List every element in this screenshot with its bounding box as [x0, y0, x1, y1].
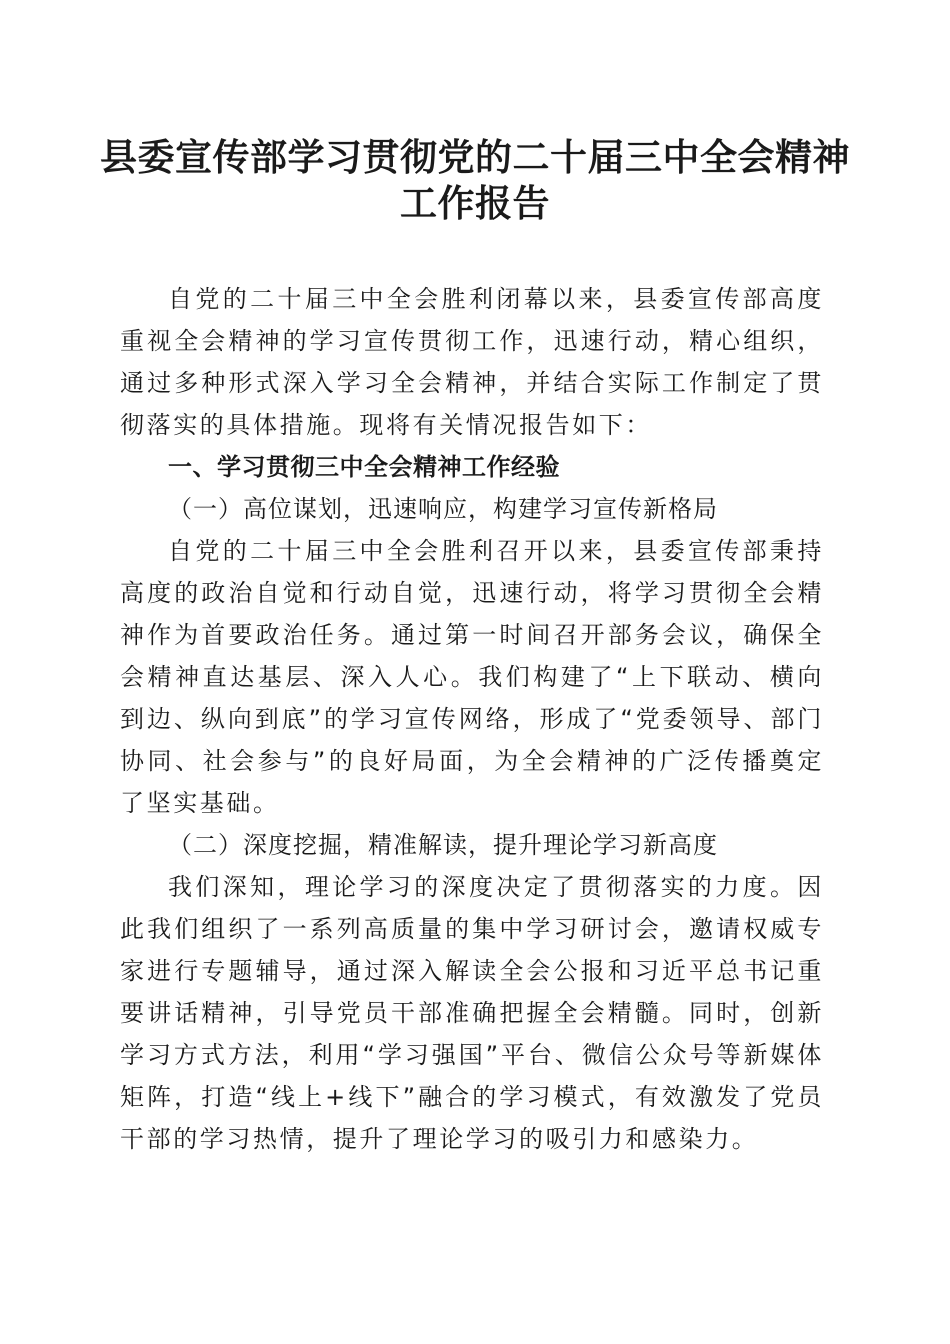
subsection-2-paragraph: 我们深知，理论学习的深度决定了贯彻落实的力度。因此我们组织了一系列高质量的集中学习研讨会，邀请权威专家进行专题辅导，通过深入解读全会公报和习近平总书记重要讲话精神，引导党员干部准确把握全会精髓。同时，创新学习方式方法，利用“学习强国”平台、微信公众号等新媒体矩阵，打造“线上+线下”融合的学习模式，有效激发了党员干部的学习热情，提升了理论学习的吸引力和感染力。 [120, 873, 824, 1153]
subsection-1-paragraph: 自党的二十届三中全会胜利召开以来，县委宣传部秉持高度的政治自觉和行动自觉，迅速行动，将学习贯彻全会精神作为首要政治任务。通过第一时间召开部务会议，确保全会精神直达基层、深入人心。我们构建了“上下联动、横向到边、纵向到底”的学习宣传网络，形成了“党委领导、部门协同、社会参与”的良好局面，为全会精神的广泛传播奠定了坚实基础。 [120, 537, 824, 817]
subsection-1-heading: （一）高位谋划，迅速响应，构建学习宣传新格局 [168, 495, 718, 523]
intro-paragraph: 自党的二十届三中全会胜利闭幕以来，县委宣传部高度重视全会精神的学习宣传贯彻工作，迅速行动，精心组织，通过多种形式深入学习全会精神，并结合实际工作制定了贯彻落实的具体措施。现将有关情况报告如下： [120, 285, 824, 439]
title-line-1: 县委宣传部学习贯彻党的二十届三中全会精神 [100, 135, 850, 179]
document-body [120, 278, 824, 1160]
title-line-2: 工作报告 [400, 181, 550, 225]
subsection-2-heading: （二）深度挖掘，精准解读，提升理论学习新高度 [168, 831, 718, 859]
section-1-heading: 一、学习贯彻三中全会精神工作经验 [168, 453, 560, 481]
document-title [60, 134, 890, 226]
